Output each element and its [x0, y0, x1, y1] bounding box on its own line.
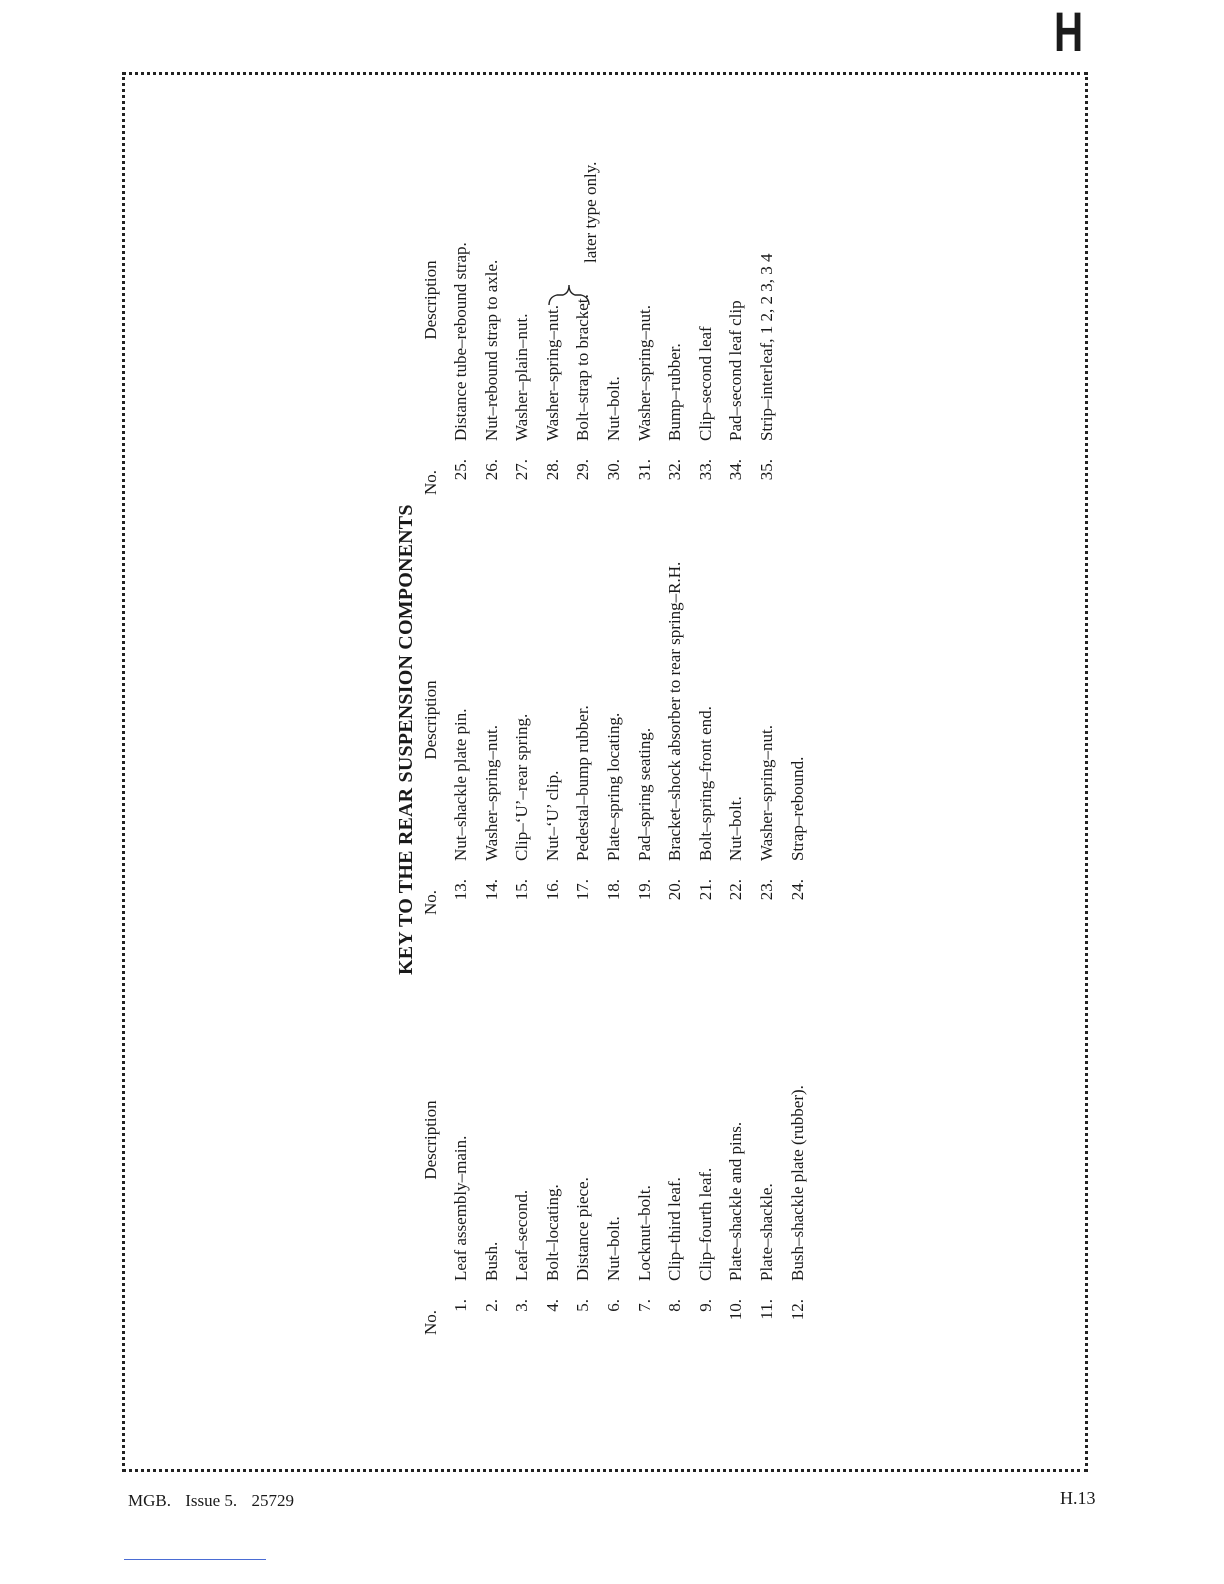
- item-description: Clip–third leaf.: [665, 1177, 685, 1281]
- item-number: 26.: [481, 459, 501, 481]
- item-number: 32.: [665, 459, 685, 481]
- description-header: Description: [421, 1100, 440, 1180]
- description-header: Description: [421, 680, 440, 760]
- item-number: 29.: [573, 459, 593, 481]
- item-number: 28.: [542, 459, 562, 481]
- item-description: Bolt–spring–front end.: [695, 706, 715, 861]
- item-description: Washer–spring–nut.: [542, 304, 562, 441]
- item-number: 18.: [603, 879, 623, 901]
- scan-rule-line: [124, 1559, 266, 1560]
- item-number: 6.: [603, 1299, 623, 1312]
- item-number: 16.: [542, 879, 562, 901]
- item-description: Clip–second leaf: [695, 326, 715, 441]
- item-number: 4.: [542, 1299, 562, 1312]
- description-header: Description: [421, 260, 440, 340]
- item-description: Nut–bolt.: [603, 376, 623, 441]
- item-description: Nut–shackle plate pin.: [451, 708, 470, 861]
- item-description: Leaf assembly–main.: [451, 1135, 470, 1281]
- item-description: Bracket–shock absorber to rear spring–R.H.: [665, 561, 685, 861]
- no-header: No.: [421, 889, 440, 915]
- item-description: Clip–‘U’–rear spring.: [512, 713, 532, 861]
- item-number: 25.: [451, 459, 470, 481]
- item-number: 10.: [726, 1299, 746, 1321]
- footer-publication-info: [128, 1491, 304, 1511]
- item-description: Plate–shackle.: [756, 1183, 776, 1281]
- item-number: 31.: [634, 459, 654, 481]
- item-description: Washer–spring–nut.: [634, 304, 654, 441]
- item-description: Clip–fourth leaf.: [695, 1167, 715, 1281]
- item-description: Washer–spring–nut.: [756, 724, 776, 861]
- item-number: 35.: [756, 459, 776, 481]
- item-description: Strip–interleaf, 1 2, 2 3, 3 4: [756, 253, 776, 441]
- item-number: 27.: [512, 459, 532, 481]
- footer-model: MGB.: [128, 1491, 171, 1510]
- item-description: Bush–shackle plate (rubber).: [787, 1085, 807, 1281]
- key-table-frame: [122, 72, 1088, 1472]
- no-header: No.: [421, 469, 440, 495]
- item-number: 5.: [573, 1299, 593, 1312]
- item-number: 9.: [695, 1299, 715, 1312]
- item-description: Nut–rebound strap to axle.: [481, 259, 501, 441]
- item-description: Plate–spring locating.: [603, 712, 623, 861]
- item-description: Pad–second leaf clip: [726, 300, 746, 441]
- item-description: Pad–spring seating.: [634, 727, 654, 861]
- item-number: 3.: [512, 1299, 532, 1312]
- no-header: No.: [421, 1309, 440, 1335]
- item-description: Bolt–locating.: [542, 1184, 562, 1281]
- item-number: 13.: [451, 879, 470, 901]
- item-description: Bush.: [481, 1241, 501, 1281]
- item-number: 23.: [756, 879, 776, 901]
- item-number: 2.: [481, 1299, 501, 1312]
- item-number: 19.: [634, 879, 654, 901]
- item-number: 11.: [756, 1299, 776, 1320]
- section-letter: H: [1054, 0, 1084, 63]
- item-description: Pedestal–bump rubber.: [573, 705, 593, 861]
- item-number: 24.: [787, 879, 807, 901]
- item-number: 14.: [481, 879, 501, 901]
- item-description: Plate–shackle and pins.: [726, 1121, 746, 1281]
- item-description: Locknut–bolt.: [634, 1185, 654, 1281]
- item-description: Nut–bolt.: [726, 796, 746, 861]
- item-description: Washer–spring–nut.: [481, 724, 501, 861]
- item-number: 7.: [634, 1299, 654, 1312]
- item-description: Nut–bolt.: [603, 1216, 623, 1281]
- page-title: KEY TO THE REAR SUSPENSION COMPONENTS: [395, 504, 417, 975]
- item-number: 20.: [665, 879, 685, 901]
- item-number: 15.: [512, 879, 532, 901]
- footer-code: 25729: [251, 1491, 294, 1510]
- later-type-note: later type only.: [581, 161, 600, 263]
- item-description: Nut–‘U’ clip.: [542, 770, 562, 861]
- item-number: 21.: [695, 879, 715, 901]
- rotated-content: [125, 75, 1091, 1475]
- item-description: Distance tube–rebound strap.: [451, 242, 470, 441]
- item-number: 12.: [787, 1299, 807, 1321]
- item-description: Distance piece.: [573, 1177, 593, 1281]
- item-number: 30.: [603, 459, 623, 481]
- item-number: 8.: [665, 1299, 685, 1312]
- item-number: 33.: [695, 459, 715, 481]
- footer-issue: Issue 5.: [185, 1491, 238, 1510]
- item-number: 34.: [726, 459, 746, 481]
- item-description: Bump–rubber.: [665, 343, 685, 441]
- item-number: 1.: [451, 1299, 470, 1312]
- item-description: Strap–rebound.: [787, 756, 807, 861]
- item-description: Bolt–strap to bracket.: [573, 294, 593, 441]
- item-description: Leaf–second.: [512, 1189, 532, 1281]
- page-number: H.13: [1060, 1488, 1096, 1508]
- item-description: Washer–plain–nut.: [512, 313, 532, 441]
- item-number: 22.: [726, 879, 746, 901]
- item-number: 17.: [573, 879, 593, 901]
